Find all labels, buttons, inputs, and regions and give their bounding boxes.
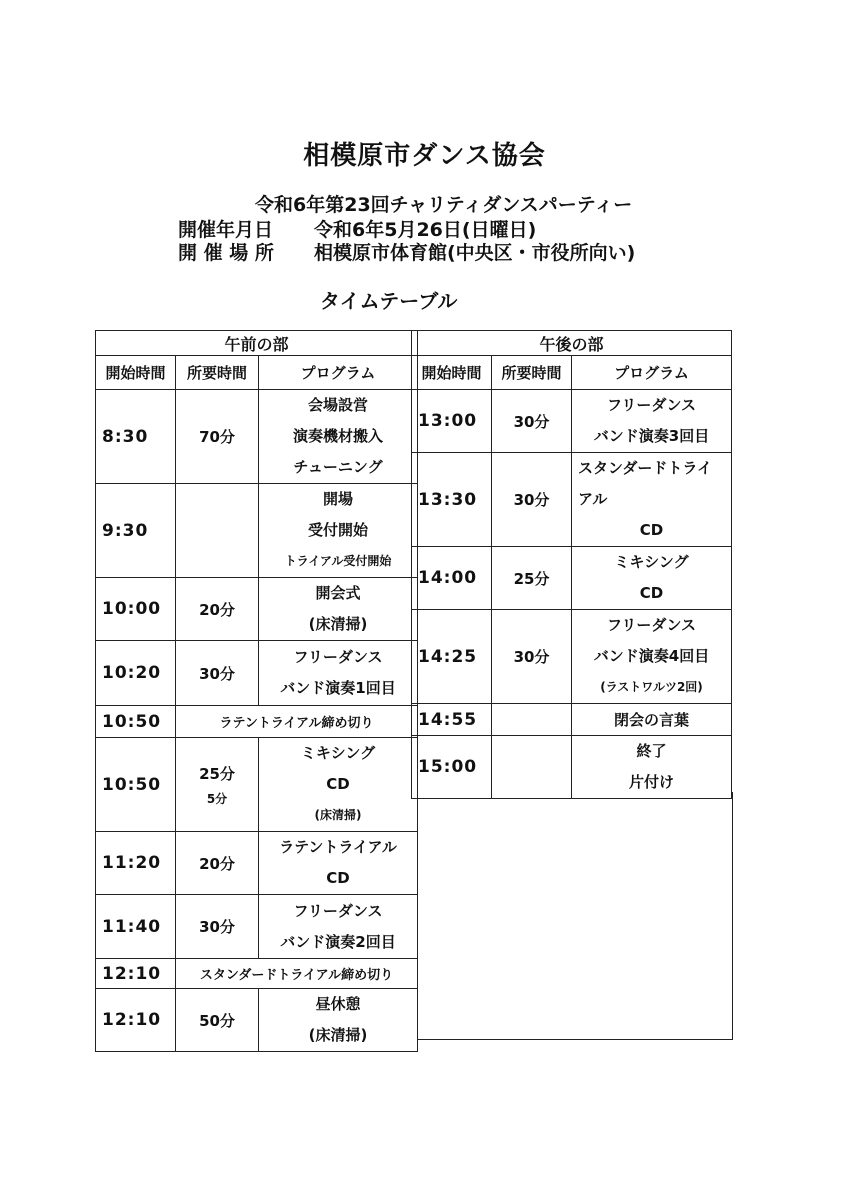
program-line: CD [326,775,350,793]
timetable-title: タイムテーブル [320,289,458,313]
program-line: 開場 [322,490,353,508]
row-program [259,578,418,641]
row-duration: 70分 [176,390,259,484]
date-label: 開催年月日 [178,219,274,241]
row-time: 14:55 [412,704,492,736]
row-program [259,989,418,1052]
program-line: CD [326,869,350,887]
afternoon-table [411,330,732,799]
table-row [412,736,732,799]
program-line: バンド演奏2回目 [280,932,396,951]
morning-heading: 午前の部 [96,331,418,356]
program-line: (床清掃) [308,1026,368,1044]
table-row [412,704,732,736]
table-row [96,959,418,989]
row-duration [492,704,572,736]
program-line: フリーダンス [606,616,697,634]
row-program [259,390,418,484]
row-program [259,641,418,706]
row-time: 11:20 [96,832,176,895]
row-program [259,738,418,832]
row-time: 10:50 [96,738,176,832]
program-line: 演奏機材搬入 [292,427,383,445]
row-duration: 30分 [492,610,572,704]
program-line: バンド演奏3回目 [593,427,710,445]
table-row [96,895,418,959]
program-line: 片付け [628,773,674,791]
row-program [572,453,732,547]
row-time: 13:30 [412,453,492,547]
table-row [96,641,418,706]
page-title: 相模原市ダンス協会 [303,141,546,171]
date-value: 令和6年5月26日(日曜日) [314,219,537,241]
program-line: バンド演奏1回目 [280,679,396,697]
table-row [412,390,732,453]
venue-value: 相模原市体育館(中央区・市役所向い) [314,242,636,264]
table-row [96,989,418,1052]
table-row [96,832,418,895]
row-time: 9:30 [96,484,176,578]
row-duration: 25分 [492,547,572,610]
program-line: 閉会の言葉 [613,711,689,729]
row-duration [176,484,259,578]
venue-label: 開 催 場 所 [178,242,274,264]
row-time: 14:00 [412,547,492,610]
program-line: アル [578,490,608,508]
program-line: チューニング [293,458,383,476]
row-duration: 30分 [492,453,572,547]
program-line: 受付開始 [307,521,368,539]
row-program [572,736,732,799]
row-duration [492,736,572,799]
program-line: 昼休憩 [315,995,361,1013]
program-line: スタンダードトライ [578,459,712,477]
program-line: 会場設営 [307,396,368,414]
program-line: ミキシング [614,553,689,571]
program-line: (ラストワルツ2回) [600,680,703,694]
table-row [412,453,732,547]
morning-table [95,330,418,1052]
col-start: 開始時間 [96,356,176,390]
program-line: 終了 [636,742,667,760]
row-program [572,704,732,736]
program-line: ラテントライアル [279,838,397,856]
row-time: 10:50 [96,706,176,738]
row-program [259,484,418,578]
table-row [412,610,732,704]
row-duration [176,738,259,832]
empty-area [417,792,733,1040]
program-line: バンド演奏4回目 [593,647,710,665]
duration-value: 25分 [199,764,235,783]
program-line: (床清掃) [308,615,368,633]
col-start: 開始時間 [412,356,492,390]
event-venue [178,238,635,265]
program-line: CD [639,584,664,602]
table-row [96,738,418,832]
program-line: 開会式 [315,584,361,602]
col-duration: 所要時間 [176,356,259,390]
table-row [96,578,418,641]
program-line: フリーダンス [293,648,383,666]
row-program [572,390,732,453]
row-program [572,547,732,610]
table-row [96,706,418,738]
afternoon-heading: 午後の部 [412,331,732,356]
program-line: (床清掃) [314,808,362,822]
deadline-note: スタンダードトライアル締め切り [176,959,418,989]
row-program [259,832,418,895]
row-time: 14:25 [412,610,492,704]
duration-extra: 5分 [206,791,228,806]
row-time: 10:20 [96,641,176,706]
event-name: 令和6年第23回チャリティダンスパーティー [255,194,633,216]
col-duration: 所要時間 [492,356,572,390]
col-program: プログラム [259,356,418,390]
table-row [96,390,418,484]
table-row [412,547,732,610]
row-duration: 20分 [176,578,259,641]
program-line: フリーダンス [293,901,383,920]
program-line: フリーダンス [606,396,697,414]
row-time: 12:10 [96,959,176,989]
row-duration: 30分 [176,641,259,706]
row-duration: 30分 [492,390,572,453]
row-time: 10:00 [96,578,176,641]
row-duration: 50分 [176,989,259,1052]
row-program [572,610,732,704]
row-program [259,895,418,959]
row-duration: 20分 [176,832,259,895]
row-time: 13:00 [412,390,492,453]
row-time: 8:30 [96,390,176,484]
table-row [96,484,418,578]
row-time: 11:40 [96,895,176,959]
program-line: ミキシング [300,744,376,762]
program-line: CD [639,521,664,539]
col-program: プログラム [572,356,732,390]
row-duration: 30分 [176,895,259,959]
row-time: 12:10 [96,989,176,1052]
deadline-note: ラテントライアル締め切り [176,706,418,738]
program-line: トライアル受付開始 [284,554,392,568]
row-time: 15:00 [412,736,492,799]
